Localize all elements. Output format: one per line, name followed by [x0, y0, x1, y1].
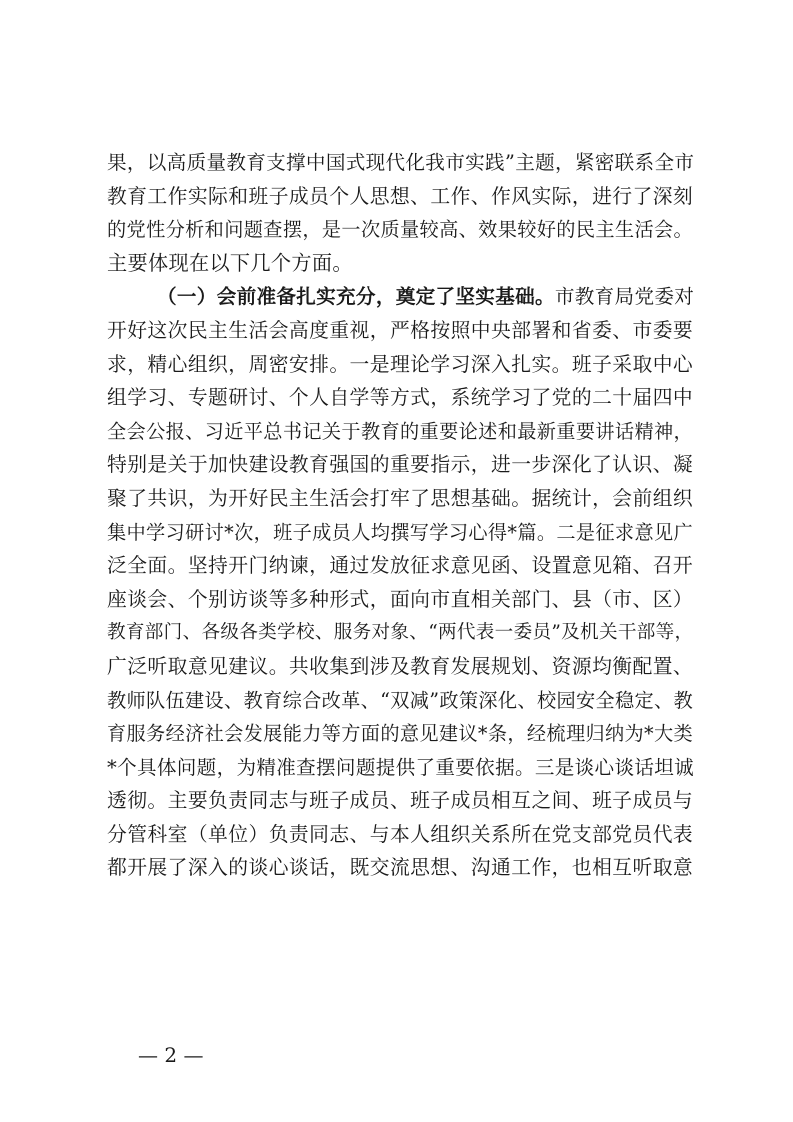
section-heading-line	[107, 280, 693, 314]
body-text-line: 教育工作实际和班子成员个人思想、工作、作风实际，进行了深刻	[107, 184, 693, 208]
body-text-line: 聚了共识，为开好民主生活会打牢了思想基础。据统计，会前组织	[107, 486, 693, 510]
document-body	[107, 146, 693, 885]
body-text-line: 广泛听取意见建议。共收集到涉及教育发展规划、资源均衡配置、	[107, 654, 693, 678]
body-text-line: *个具体问题，为精准查摆问题提供了重要依据。三是谈心谈话坦诚	[107, 755, 695, 779]
body-text-line: 主要体现在以下几个方面。	[107, 250, 353, 275]
page-number: — 2 —	[138, 1043, 204, 1067]
body-text-line: 求，精心组织，周密安排。一是理论学习深入扎实。班子采取中心	[107, 352, 693, 376]
body-text-line: 果，以高质量教育支撑中国式现代化我市实践”主题，紧密联系全市	[107, 151, 695, 174]
body-text-line: 的党性分析和问题查摆，是一次质量较高、效果较好的民主生活会。	[107, 218, 693, 242]
body-text-line: 开好这次民主生活会高度重视，严格按照中央部署和省委、市委要	[107, 318, 693, 342]
body-text-line: 泛全面。坚持开门纳谏，通过发放征求意见函、设置意见箱、召开	[107, 554, 693, 578]
body-text-line: 组学习、专题研讨、个人自学等方式，系统学习了党的二十届四中	[107, 386, 693, 410]
body-text-line: 透彻。主要负责同志与班子成员、班子成员相互之间、班子成员与	[107, 789, 693, 813]
section-heading: （一）会前准备扎实充分，奠定了坚实基础。	[157, 285, 555, 309]
body-text-line: 分管科室（单位）负责同志、与本人组织关系所在党支部党员代表	[107, 822, 693, 846]
body-text-line: 教师队伍建设、教育综合改革、“双减”政策深化、校园安全稳定、教	[107, 688, 693, 712]
body-text-line: 特别是关于加快建设教育强国的重要指示，进一步深化了认识、凝	[107, 453, 693, 477]
body-text-line: 集中学习研讨*次，班子成员人均撰写学习心得*篇。二是征求意见广	[107, 520, 693, 544]
body-text-line: 都开展了深入的谈心谈话，既交流思想、沟通工作，也相互听取意	[107, 856, 693, 880]
body-text-fragment: 市教育局党委对	[554, 285, 695, 309]
body-text-line: 座谈会、个别访谈等多种形式，面向市直相关部门、县（市、区）	[107, 587, 693, 611]
body-text-line: 全会公报、习近平总书记关于教育的重要论述和最新重要讲话精神，	[107, 419, 693, 443]
body-text-line: 教育部门、各级各类学校、服务对象、“两代表一委员”及机关干部等，	[107, 622, 694, 644]
body-text-line: 育服务经济社会发展能力等方面的意见建议*条，经梳理归纳为*大类	[107, 722, 693, 746]
